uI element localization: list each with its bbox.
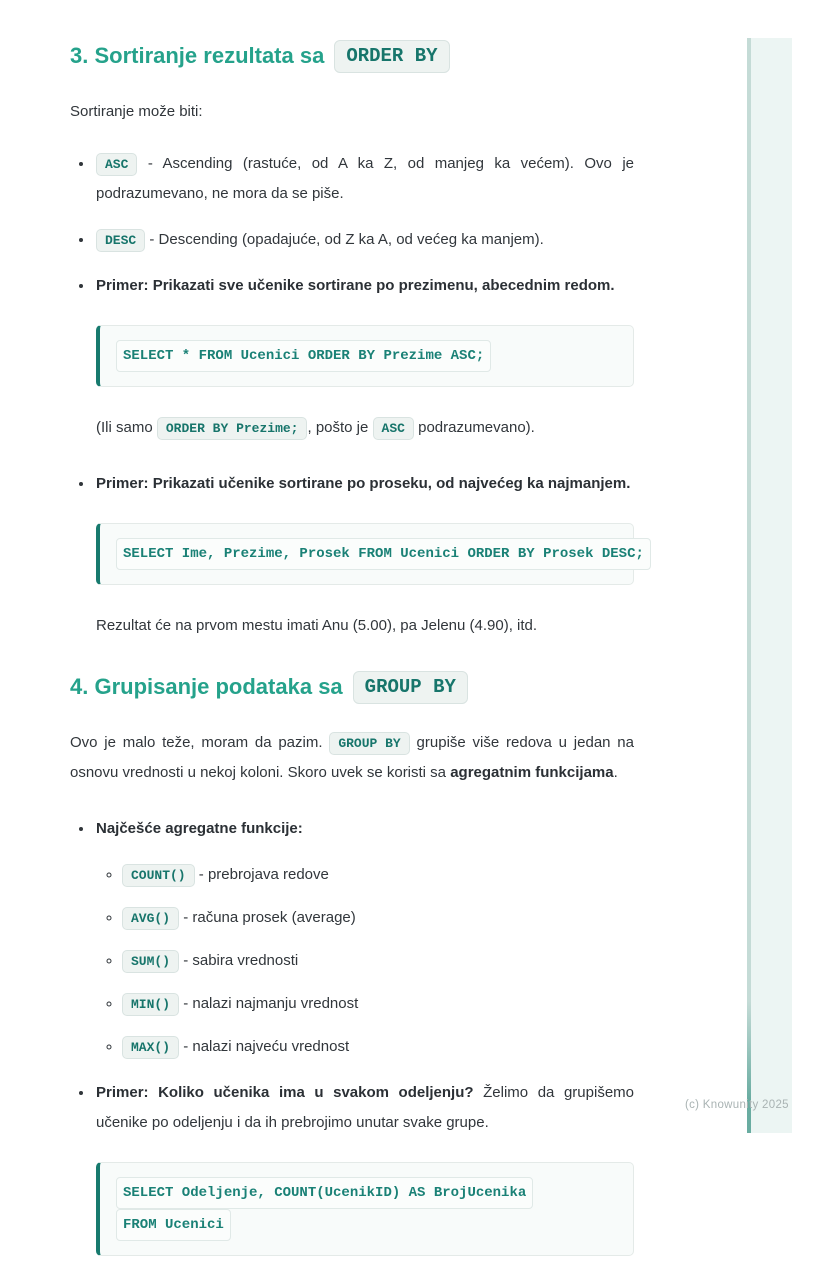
sum-badge: SUM() <box>122 950 179 974</box>
asc-inline-badge: ASC <box>373 417 414 441</box>
section-3-intro: Sortiranje može biti: <box>70 102 203 120</box>
aggregate-functions-section <box>70 814 634 1138</box>
count-description: - prebrojava redove <box>198 865 329 883</box>
count-badge: COUNT() <box>122 864 195 888</box>
document-content <box>70 40 644 1282</box>
functions-label: Najčešće agregatne funkcije: <box>96 819 303 837</box>
copyright-watermark: (c) Knowunity 2025 <box>685 1099 789 1111</box>
section-4-heading-text: 4. Grupisanje podataka sa <box>70 674 343 700</box>
list-item-primer-3 <box>94 1078 634 1138</box>
code-block-order-by-asc <box>96 325 634 387</box>
order-by-note <box>96 413 634 443</box>
list-item-asc <box>94 149 634 209</box>
intro-text-3: . <box>613 763 618 781</box>
sql-statement-3-line-2: FROM Ucenici <box>116 1209 231 1241</box>
desc-badge: DESC <box>96 229 145 253</box>
side-bar-fill <box>751 38 792 1133</box>
note-text-1: (Ili samo <box>96 418 153 436</box>
max-badge: MAX() <box>122 1036 179 1060</box>
list-item-functions-label <box>94 814 634 1062</box>
primer-3-bold: Primer: Koliko učenika ima u svakom odeljenju? <box>96 1083 474 1101</box>
intro-text-1: Ovo je malo teže, moram da pazim. <box>70 733 323 751</box>
aggregate-functions-list <box>96 860 634 1062</box>
order-by-prezime-badge: ORDER BY Prezime; <box>157 417 308 441</box>
primer-2-text: Primer: Prikazati učenike sortirane po proseku, od najvećeg ka najmanjem. <box>96 474 631 492</box>
side-watermark-bar <box>747 38 792 1133</box>
list-item-max <box>122 1032 634 1062</box>
avg-description: - računa prosek (average) <box>183 908 356 926</box>
list-item-sum <box>122 946 634 976</box>
avg-badge: AVG() <box>122 907 179 931</box>
sql-statement-1: SELECT * FROM Ucenici ORDER BY Prezime ASC; <box>116 340 491 372</box>
list-item-avg <box>122 903 634 933</box>
section-4-intro <box>70 728 634 788</box>
primer-1-text: Primer: Prikazati sve učenike sortirane po prezimenu, abecednim redom. <box>96 276 615 294</box>
code-block-group-by <box>96 1162 634 1256</box>
primer-2-list <box>70 469 634 499</box>
max-description: - nalazi najveću vrednost <box>183 1037 350 1055</box>
asc-badge: ASC <box>96 153 137 177</box>
order-by-heading-badge: ORDER BY <box>334 40 449 73</box>
desc-description: - Descending (opadajuće, od Z ka A, od većeg ka manjem). <box>149 230 544 248</box>
group-by-inline-badge: GROUP BY <box>329 732 409 756</box>
section-4-heading <box>70 671 634 704</box>
note-text-3: podrazumevano). <box>418 418 535 436</box>
sort-options-list <box>70 149 634 301</box>
sum-description: - sabira vrednosti <box>183 951 299 969</box>
group-by-heading-badge: GROUP BY <box>353 671 468 704</box>
min-badge: MIN() <box>122 993 179 1017</box>
asc-description: - Ascending (rastuće, od A ka Z, od manjeg ka većem). Ovo je podrazumevano, ne mora da se piše. <box>96 154 634 202</box>
intro-text-2: grupiše više redova u jedan na osnovu vrednosti u nekoj koloni. Skoro uvek se koristi sa <box>70 733 634 781</box>
result-note: Rezultat će na prvom mestu imati Anu (5.00), pa Jelenu (4.90), itd. <box>96 616 538 634</box>
code-block-order-by-desc <box>96 523 644 585</box>
list-item-count <box>122 860 634 890</box>
list-item-primer-2 <box>94 469 634 499</box>
min-description: - nalazi najmanju vrednost <box>183 994 359 1012</box>
list-item-primer-1 <box>94 271 634 301</box>
section-3-heading <box>70 40 634 73</box>
section-3-heading-text: 3. Sortiranje rezultata sa <box>70 43 325 69</box>
aggregate-functions-bold: agregatnim funkcijama <box>450 763 614 781</box>
sql-statement-3-line-1: SELECT Odeljenje, COUNT(UcenikID) AS BrojUcenika <box>116 1177 533 1209</box>
list-item-desc <box>94 225 634 255</box>
primer-3-text: Želimo da grupišemo učenike po odeljenju i da ih prebrojimo unutar svake grupe. <box>96 1083 634 1131</box>
list-item-min <box>122 989 634 1019</box>
sql-statement-2: SELECT Ime, Prezime, Prosek FROM Ucenici ORDER BY Prosek DESC; <box>116 538 651 570</box>
note-text-2: , pošto je <box>307 418 369 436</box>
